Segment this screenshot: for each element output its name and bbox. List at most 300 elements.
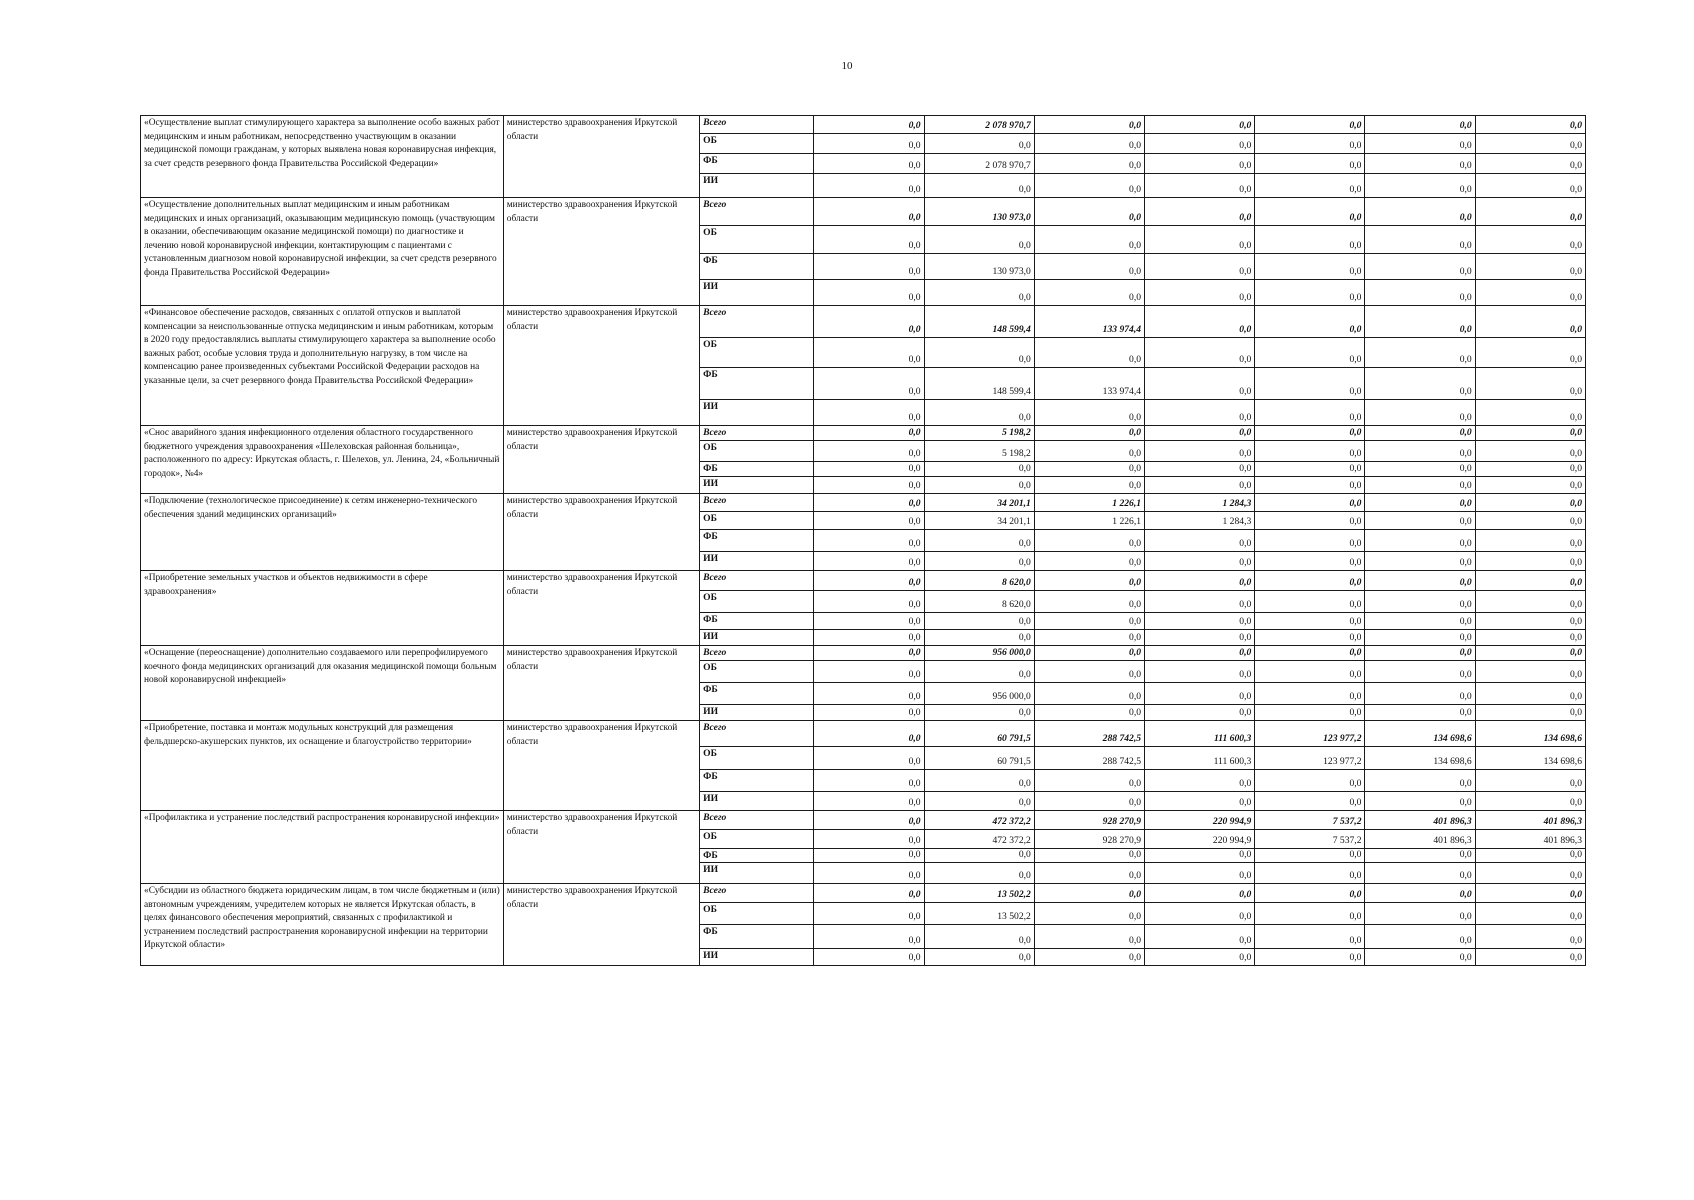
amount-cell: 0,0 (1145, 661, 1255, 683)
amount-cell: 133 974,4 (1034, 368, 1144, 400)
table-row (141, 646, 1586, 661)
event-name: «Подключение (технологическое присоединение) к сетям инженерно-технического обеспечения зданий медицинских организаций» (141, 494, 504, 571)
funding-source: ИИ (700, 949, 814, 966)
amount-cell: 0,0 (924, 770, 1034, 792)
amount-cell: 0,0 (1475, 849, 1585, 863)
amount-cell: 134 698,6 (1475, 747, 1585, 770)
amount-cell: 133 974,4 (1034, 306, 1144, 338)
amount-cell: 0,0 (1145, 591, 1255, 613)
amount-cell: 0,0 (1034, 591, 1144, 613)
amount-cell: 0,0 (1255, 254, 1365, 280)
amount-cell: 0,0 (1255, 661, 1365, 683)
funding-source: ИИ (700, 705, 814, 721)
amount-cell: 0,0 (1475, 770, 1585, 792)
amount-cell: 0,0 (1475, 705, 1585, 721)
amount-cell: 0,0 (1365, 849, 1475, 863)
amount-cell: 0,0 (1255, 884, 1365, 903)
amount-cell: 0,0 (1475, 925, 1585, 949)
amount-cell: 0,0 (1365, 630, 1475, 646)
amount-cell: 0,0 (1475, 306, 1585, 338)
page-number: 10 (841, 60, 853, 72)
amount-cell: 0,0 (1145, 134, 1255, 154)
amount-cell: 0,0 (1145, 705, 1255, 721)
funding-source: ИИ (700, 400, 814, 426)
funding-source: Всего (700, 116, 814, 134)
amount-cell: 0,0 (924, 661, 1034, 683)
table-body (141, 116, 1586, 966)
amount-cell: 0,0 (1475, 226, 1585, 254)
funding-source: ОБ (700, 226, 814, 254)
amount-cell: 0,0 (1034, 441, 1144, 462)
executor: министерство здравоохранения Иркутской области (503, 198, 699, 306)
amount-cell: 0,0 (1145, 441, 1255, 462)
amount-cell: 0,0 (1365, 661, 1475, 683)
amount-cell: 5 198,2 (924, 426, 1034, 441)
amount-cell: 0,0 (1145, 426, 1255, 441)
amount-cell: 0,0 (1365, 591, 1475, 613)
amount-cell: 0,0 (924, 477, 1034, 494)
amount-cell: 0,0 (814, 426, 924, 441)
amount-cell: 0,0 (1255, 792, 1365, 811)
amount-cell: 401 896,3 (1475, 811, 1585, 830)
amount-cell: 0,0 (814, 705, 924, 721)
amount-cell: 0,0 (1255, 903, 1365, 925)
amount-cell: 0,0 (924, 925, 1034, 949)
amount-cell: 0,0 (924, 400, 1034, 426)
amount-cell: 0,0 (924, 530, 1034, 552)
funding-source: ОБ (700, 134, 814, 154)
amount-cell: 0,0 (814, 613, 924, 630)
amount-cell: 0,0 (1475, 661, 1585, 683)
amount-cell: 0,0 (1034, 530, 1144, 552)
amount-cell: 0,0 (1365, 792, 1475, 811)
amount-cell: 2 078 970,7 (924, 154, 1034, 174)
amount-cell: 0,0 (1255, 949, 1365, 966)
amount-cell: 0,0 (814, 400, 924, 426)
executor: министерство здравоохранения Иркутской области (503, 811, 699, 884)
amount-cell: 0,0 (1034, 174, 1144, 198)
amount-cell: 0,0 (1365, 477, 1475, 494)
amount-cell: 0,0 (1034, 849, 1144, 863)
funding-source: ОБ (700, 661, 814, 683)
amount-cell: 0,0 (1365, 683, 1475, 705)
funding-source: Всего (700, 494, 814, 512)
amount-cell: 0,0 (1255, 462, 1365, 477)
amount-cell: 0,0 (1145, 530, 1255, 552)
amount-cell: 0,0 (814, 683, 924, 705)
funding-source: ОБ (700, 747, 814, 770)
amount-cell: 0,0 (814, 116, 924, 134)
amount-cell: 0,0 (1255, 863, 1365, 884)
amount-cell: 0,0 (1145, 552, 1255, 571)
executor: министерство здравоохранения Иркутской области (503, 571, 699, 646)
amount-cell: 0,0 (814, 903, 924, 925)
amount-cell: 0,0 (1475, 863, 1585, 884)
amount-cell: 0,0 (924, 174, 1034, 198)
amount-cell: 0,0 (1145, 198, 1255, 226)
amount-cell: 0,0 (814, 863, 924, 884)
amount-cell: 0,0 (1365, 306, 1475, 338)
funding-source: ФБ (700, 683, 814, 705)
amount-cell: 0,0 (924, 705, 1034, 721)
amount-cell: 0,0 (814, 254, 924, 280)
amount-cell: 0,0 (924, 134, 1034, 154)
amount-cell: 0,0 (1475, 949, 1585, 966)
amount-cell: 0,0 (1255, 198, 1365, 226)
amount-cell: 0,0 (814, 477, 924, 494)
amount-cell: 0,0 (924, 613, 1034, 630)
amount-cell: 111 600,3 (1145, 747, 1255, 770)
amount-cell: 0,0 (1365, 863, 1475, 884)
amount-cell: 0,0 (1034, 705, 1144, 721)
amount-cell: 0,0 (1365, 705, 1475, 721)
amount-cell: 0,0 (1034, 134, 1144, 154)
amount-cell: 60 791,5 (924, 721, 1034, 747)
amount-cell: 0,0 (814, 630, 924, 646)
amount-cell: 0,0 (814, 338, 924, 368)
amount-cell: 0,0 (1255, 494, 1365, 512)
amount-cell: 0,0 (1475, 400, 1585, 426)
amount-cell: 2 078 970,7 (924, 116, 1034, 134)
table-row (141, 116, 1586, 134)
amount-cell: 0,0 (1145, 154, 1255, 174)
executor: министерство здравоохранения Иркутской области (503, 116, 699, 198)
amount-cell: 0,0 (1145, 770, 1255, 792)
amount-cell: 288 742,5 (1034, 721, 1144, 747)
amount-cell: 0,0 (1365, 530, 1475, 552)
funding-source: ОБ (700, 903, 814, 925)
amount-cell: 111 600,3 (1145, 721, 1255, 747)
amount-cell: 0,0 (924, 792, 1034, 811)
amount-cell: 0,0 (1255, 338, 1365, 368)
amount-cell: 0,0 (1145, 903, 1255, 925)
amount-cell: 0,0 (1475, 368, 1585, 400)
amount-cell: 0,0 (924, 863, 1034, 884)
funding-source: Всего (700, 306, 814, 338)
event-name: «Профилактика и устранение последствий распространения коронавирусной инфекции» (141, 811, 504, 884)
amount-cell: 130 973,0 (924, 254, 1034, 280)
amount-cell: 0,0 (1365, 338, 1475, 368)
funding-source: Всего (700, 884, 814, 903)
event-name: «Оснащение (переоснащение) дополнительно создаваемого или перепрофилируемого коечного фонда медицинских организаций для оказания медицинской помощи больным новой коронавирусной инфекцией» (141, 646, 504, 721)
amount-cell: 34 201,1 (924, 512, 1034, 530)
amount-cell: 0,0 (1034, 792, 1144, 811)
amount-cell: 0,0 (1365, 646, 1475, 661)
executor: министерство здравоохранения Иркутской области (503, 306, 699, 426)
amount-cell: 0,0 (1365, 512, 1475, 530)
amount-cell: 0,0 (1475, 591, 1585, 613)
amount-cell: 0,0 (924, 552, 1034, 571)
amount-cell: 0,0 (1034, 683, 1144, 705)
amount-cell: 0,0 (1145, 116, 1255, 134)
amount-cell: 0,0 (1365, 770, 1475, 792)
amount-cell: 220 994,9 (1145, 830, 1255, 849)
amount-cell: 0,0 (1365, 426, 1475, 441)
amount-cell: 0,0 (1365, 494, 1475, 512)
amount-cell: 0,0 (814, 571, 924, 591)
amount-cell: 0,0 (1365, 134, 1475, 154)
funding-source: ФБ (700, 154, 814, 174)
amount-cell: 0,0 (1475, 462, 1585, 477)
amount-cell: 472 372,2 (924, 830, 1034, 849)
amount-cell: 0,0 (1034, 400, 1144, 426)
amount-cell: 956 000,0 (924, 683, 1034, 705)
amount-cell: 0,0 (1034, 198, 1144, 226)
amount-cell: 0,0 (1255, 705, 1365, 721)
amount-cell: 0,0 (1475, 792, 1585, 811)
amount-cell: 0,0 (1145, 646, 1255, 661)
amount-cell: 0,0 (1145, 400, 1255, 426)
amount-cell: 0,0 (1145, 884, 1255, 903)
table-row (141, 884, 1586, 903)
amount-cell: 401 896,3 (1365, 811, 1475, 830)
table-row (141, 571, 1586, 591)
amount-cell: 0,0 (814, 134, 924, 154)
amount-cell: 0,0 (1365, 462, 1475, 477)
amount-cell: 0,0 (814, 925, 924, 949)
amount-cell: 0,0 (1365, 552, 1475, 571)
amount-cell: 0,0 (1145, 613, 1255, 630)
amount-cell: 0,0 (1145, 462, 1255, 477)
amount-cell: 0,0 (1475, 530, 1585, 552)
funding-source: ФБ (700, 613, 814, 630)
funding-source: Всего (700, 721, 814, 747)
amount-cell: 0,0 (1255, 613, 1365, 630)
amount-cell: 0,0 (924, 630, 1034, 646)
amount-cell: 0,0 (1255, 174, 1365, 198)
amount-cell: 0,0 (814, 154, 924, 174)
amount-cell: 0,0 (1255, 154, 1365, 174)
amount-cell: 60 791,5 (924, 747, 1034, 770)
amount-cell: 0,0 (814, 792, 924, 811)
amount-cell: 5 198,2 (924, 441, 1034, 462)
funding-source: Всего (700, 571, 814, 591)
amount-cell: 0,0 (814, 512, 924, 530)
amount-cell: 0,0 (1365, 441, 1475, 462)
amount-cell: 0,0 (1365, 280, 1475, 306)
amount-cell: 0,0 (814, 884, 924, 903)
amount-cell: 0,0 (1034, 646, 1144, 661)
amount-cell: 0,0 (1034, 254, 1144, 280)
amount-cell: 0,0 (1475, 613, 1585, 630)
amount-cell: 0,0 (1365, 226, 1475, 254)
amount-cell: 0,0 (814, 198, 924, 226)
amount-cell: 0,0 (1255, 400, 1365, 426)
amount-cell: 0,0 (814, 226, 924, 254)
amount-cell: 0,0 (1255, 306, 1365, 338)
amount-cell: 0,0 (1475, 338, 1585, 368)
funding-source: ОБ (700, 512, 814, 530)
amount-cell: 928 270,9 (1034, 811, 1144, 830)
amount-cell: 0,0 (1475, 198, 1585, 226)
amount-cell: 0,0 (1255, 925, 1365, 949)
amount-cell: 0,0 (1255, 571, 1365, 591)
amount-cell: 0,0 (1475, 254, 1585, 280)
amount-cell: 0,0 (1145, 849, 1255, 863)
amount-cell: 0,0 (1475, 884, 1585, 903)
amount-cell: 0,0 (1475, 116, 1585, 134)
amount-cell: 0,0 (1365, 154, 1475, 174)
amount-cell: 0,0 (814, 494, 924, 512)
amount-cell: 1 226,1 (1034, 494, 1144, 512)
amount-cell: 0,0 (1145, 174, 1255, 198)
amount-cell: 0,0 (1034, 552, 1144, 571)
amount-cell: 0,0 (1365, 198, 1475, 226)
amount-cell: 0,0 (1145, 863, 1255, 884)
amount-cell: 0,0 (1034, 925, 1144, 949)
amount-cell: 0,0 (1145, 949, 1255, 966)
amount-cell: 0,0 (1034, 613, 1144, 630)
amount-cell: 0,0 (1255, 426, 1365, 441)
amount-cell: 956 000,0 (924, 646, 1034, 661)
amount-cell: 0,0 (814, 591, 924, 613)
amount-cell: 0,0 (1365, 400, 1475, 426)
amount-cell: 0,0 (1145, 338, 1255, 368)
amount-cell: 13 502,2 (924, 903, 1034, 925)
table-row (141, 306, 1586, 338)
funding-source: ФБ (700, 849, 814, 863)
amount-cell: 0,0 (814, 462, 924, 477)
amount-cell: 0,0 (1475, 441, 1585, 462)
amount-cell: 0,0 (1255, 116, 1365, 134)
amount-cell: 0,0 (1365, 174, 1475, 198)
executor: министерство здравоохранения Иркутской области (503, 721, 699, 811)
executor: министерство здравоохранения Иркутской области (503, 646, 699, 721)
amount-cell: 401 896,3 (1365, 830, 1475, 849)
amount-cell: 0,0 (1145, 254, 1255, 280)
amount-cell: 0,0 (1034, 571, 1144, 591)
funding-source: ОБ (700, 591, 814, 613)
event-name: «Осуществление выплат стимулирующего характера за выполнение особо важных работ медицинским и иным работникам, непосредственно участвующим в оказании медицинской помощи гражданам, у которых выявлена новая коронавирусная инфекция, за счет средств резервного фонда Правительства Российской Федерации» (141, 116, 504, 198)
amount-cell: 0,0 (1145, 280, 1255, 306)
amount-cell: 0,0 (1034, 903, 1144, 925)
amount-cell: 123 977,2 (1255, 747, 1365, 770)
amount-cell: 0,0 (924, 338, 1034, 368)
funding-source: ИИ (700, 280, 814, 306)
amount-cell: 0,0 (1255, 630, 1365, 646)
amount-cell: 0,0 (1475, 552, 1585, 571)
amount-cell: 0,0 (1475, 174, 1585, 198)
amount-cell: 0,0 (1475, 512, 1585, 530)
amount-cell: 0,0 (1365, 368, 1475, 400)
funding-source: ФБ (700, 770, 814, 792)
amount-cell: 134 698,6 (1365, 747, 1475, 770)
executor: министерство здравоохранения Иркутской области (503, 426, 699, 494)
funding-source: ИИ (700, 477, 814, 494)
amount-cell: 0,0 (814, 646, 924, 661)
amount-cell: 0,0 (1255, 849, 1365, 863)
amount-cell: 1 284,3 (1145, 494, 1255, 512)
amount-cell: 0,0 (1475, 683, 1585, 705)
amount-cell: 1 284,3 (1145, 512, 1255, 530)
amount-cell: 34 201,1 (924, 494, 1034, 512)
amount-cell: 0,0 (814, 368, 924, 400)
funding-source: ОБ (700, 830, 814, 849)
amount-cell: 134 698,6 (1475, 721, 1585, 747)
amount-cell: 0,0 (1145, 226, 1255, 254)
amount-cell: 0,0 (1255, 552, 1365, 571)
amount-cell: 0,0 (1034, 154, 1144, 174)
amount-cell: 0,0 (1034, 863, 1144, 884)
executor: министерство здравоохранения Иркутской области (503, 494, 699, 571)
amount-cell: 472 372,2 (924, 811, 1034, 830)
amount-cell: 0,0 (924, 949, 1034, 966)
event-name: «Субсидии из областного бюджета юридическим лицам, в том числе бюджетным и (или) автономным учреждениям, учредителем которых не является Иркутская область, в целях финансового обеспечения мероприятий, связанных с профилактикой и устранением последствий распространения коронавирусной инфекции на территории Иркутской области» (141, 884, 504, 966)
amount-cell: 0,0 (1255, 368, 1365, 400)
amount-cell: 0,0 (924, 462, 1034, 477)
amount-cell: 0,0 (1475, 426, 1585, 441)
amount-cell: 0,0 (1365, 949, 1475, 966)
amount-cell: 0,0 (1255, 646, 1365, 661)
amount-cell: 0,0 (814, 530, 924, 552)
funding-source: Всего (700, 426, 814, 441)
amount-cell: 0,0 (1145, 925, 1255, 949)
amount-cell: 0,0 (1475, 903, 1585, 925)
amount-cell: 0,0 (814, 552, 924, 571)
table-row (141, 494, 1586, 512)
amount-cell: 0,0 (1145, 306, 1255, 338)
amount-cell: 0,0 (924, 280, 1034, 306)
table-row (141, 721, 1586, 747)
amount-cell: 7 537,2 (1255, 811, 1365, 830)
amount-cell: 0,0 (1475, 280, 1585, 306)
amount-cell: 0,0 (1034, 116, 1144, 134)
amount-cell: 0,0 (1034, 226, 1144, 254)
amount-cell: 0,0 (1365, 903, 1475, 925)
funding-source: ИИ (700, 863, 814, 884)
funding-source: ФБ (700, 368, 814, 400)
amount-cell: 0,0 (1255, 530, 1365, 552)
amount-cell: 0,0 (1365, 571, 1475, 591)
amount-cell: 0,0 (1475, 630, 1585, 646)
amount-cell: 0,0 (1255, 683, 1365, 705)
amount-cell: 0,0 (814, 830, 924, 849)
event-name: «Приобретение, поставка и монтаж модульных конструкций для размещения фельдшерско-акушерских пунктов, их оснащение и благоустройство территории» (141, 721, 504, 811)
amount-cell: 0,0 (814, 441, 924, 462)
funding-source: ИИ (700, 174, 814, 198)
amount-cell: 0,0 (814, 747, 924, 770)
amount-cell: 0,0 (1034, 426, 1144, 441)
amount-cell: 0,0 (1145, 792, 1255, 811)
funding-source: ИИ (700, 552, 814, 571)
amount-cell: 0,0 (1365, 116, 1475, 134)
amount-cell: 0,0 (1255, 591, 1365, 613)
amount-cell: 0,0 (814, 949, 924, 966)
amount-cell: 148 599,4 (924, 368, 1034, 400)
funding-source: ОБ (700, 441, 814, 462)
amount-cell: 123 977,2 (1255, 721, 1365, 747)
amount-cell: 0,0 (1365, 884, 1475, 903)
event-name: «Финансовое обеспечение расходов, связанных с оплатой отпусков и выплатой компенсации за неиспользованные отпуска медицинским и иным работникам, которым в 2020 году предоставлялись выплаты стимулирующего характера за выполнение особо важных работ, особые условия труда и дополнительную нагрузку, в том числе на компенсацию ранее произведенных субъектами Российской Федерации расходов на указанные цели, за счет резервного фонда Правительства Российской Федерации» (141, 306, 504, 426)
amount-cell: 0,0 (814, 721, 924, 747)
amount-cell: 0,0 (814, 661, 924, 683)
executor: министерство здравоохранения Иркутской области (503, 884, 699, 966)
table-row (141, 811, 1586, 830)
funding-source: Всего (700, 811, 814, 830)
amount-cell: 0,0 (1145, 630, 1255, 646)
amount-cell: 134 698,6 (1365, 721, 1475, 747)
funding-source: ФБ (700, 530, 814, 552)
amount-cell: 0,0 (1365, 254, 1475, 280)
funding-source: ОБ (700, 338, 814, 368)
amount-cell: 0,0 (1255, 441, 1365, 462)
amount-cell: 0,0 (814, 306, 924, 338)
amount-cell: 0,0 (1365, 925, 1475, 949)
amount-cell: 0,0 (924, 226, 1034, 254)
amount-cell: 0,0 (1255, 770, 1365, 792)
amount-cell: 0,0 (1145, 683, 1255, 705)
amount-cell: 401 896,3 (1475, 830, 1585, 849)
